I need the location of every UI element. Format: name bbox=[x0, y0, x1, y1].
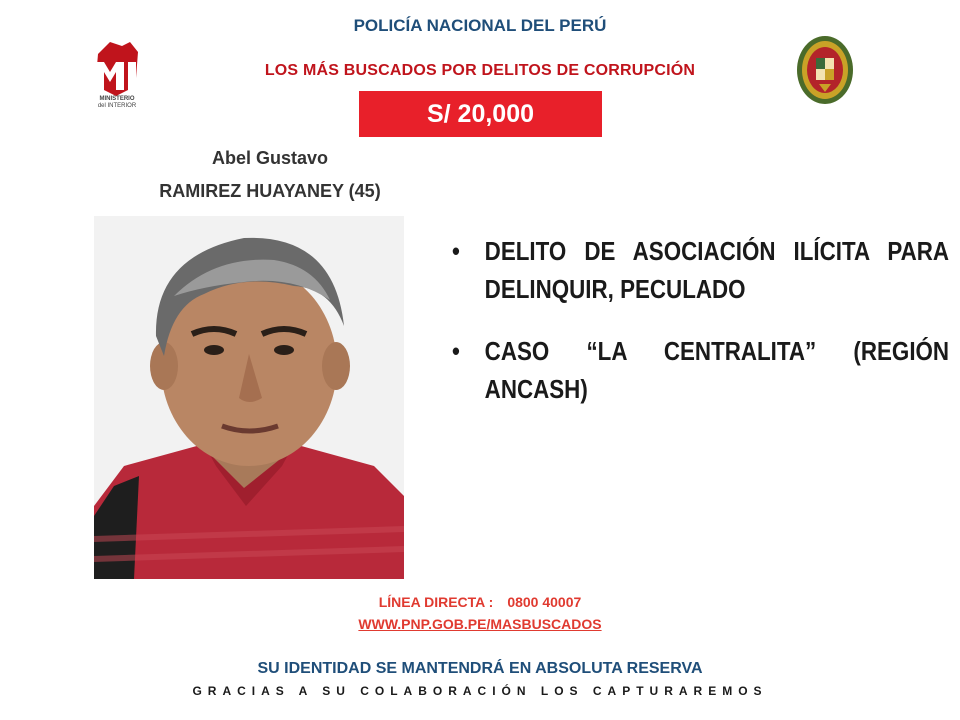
reward-badge: S/ 20,000 bbox=[359, 91, 602, 137]
website-link[interactable]: WWW.PNP.GOB.PE/MASBUSCADOS bbox=[358, 616, 602, 632]
bullet-icon: • bbox=[452, 236, 460, 266]
charge-text: CASO “LA CENTRALITA” (REGIÓN ANCASH) bbox=[484, 336, 950, 404]
suspect-last-names-age: RAMIREZ HUAYANEY (45) bbox=[159, 181, 381, 201]
charge-item bbox=[452, 232, 949, 308]
svg-text:MINISTERIO: MINISTERIO bbox=[99, 96, 135, 102]
campaign-title: LOS MÁS BUSCADOS POR DELITOS DE CORRUPCIÓN bbox=[264, 62, 696, 79]
hotline bbox=[0, 594, 960, 610]
agency-title: POLICÍA NACIONAL DEL PERÚ bbox=[353, 16, 607, 35]
hotline-number[interactable]: 0800 40007 bbox=[507, 594, 582, 610]
charges-list bbox=[452, 232, 950, 432]
anonymity-notice: SU IDENTIDAD SE MANTENDRÁ EN ABSOLUTA RESERVA bbox=[257, 660, 703, 677]
charge-text: DELITO DE ASOCIACIÓN ILÍCITA PARA DELINQUIR, PECULADO bbox=[484, 236, 950, 304]
charge-item bbox=[452, 332, 949, 408]
bullet-icon: • bbox=[452, 336, 460, 366]
suspect-photo bbox=[94, 216, 404, 579]
thanks-line: GRACIAS A SU COLABORACIÓN LOS CAPTURAREMOS bbox=[192, 684, 768, 698]
hotline-label: LÍNEA DIRECTA : bbox=[378, 594, 494, 610]
suspect-first-names: Abel Gustavo bbox=[211, 148, 329, 168]
svg-text:del INTERIOR: del INTERIOR bbox=[97, 103, 137, 108]
